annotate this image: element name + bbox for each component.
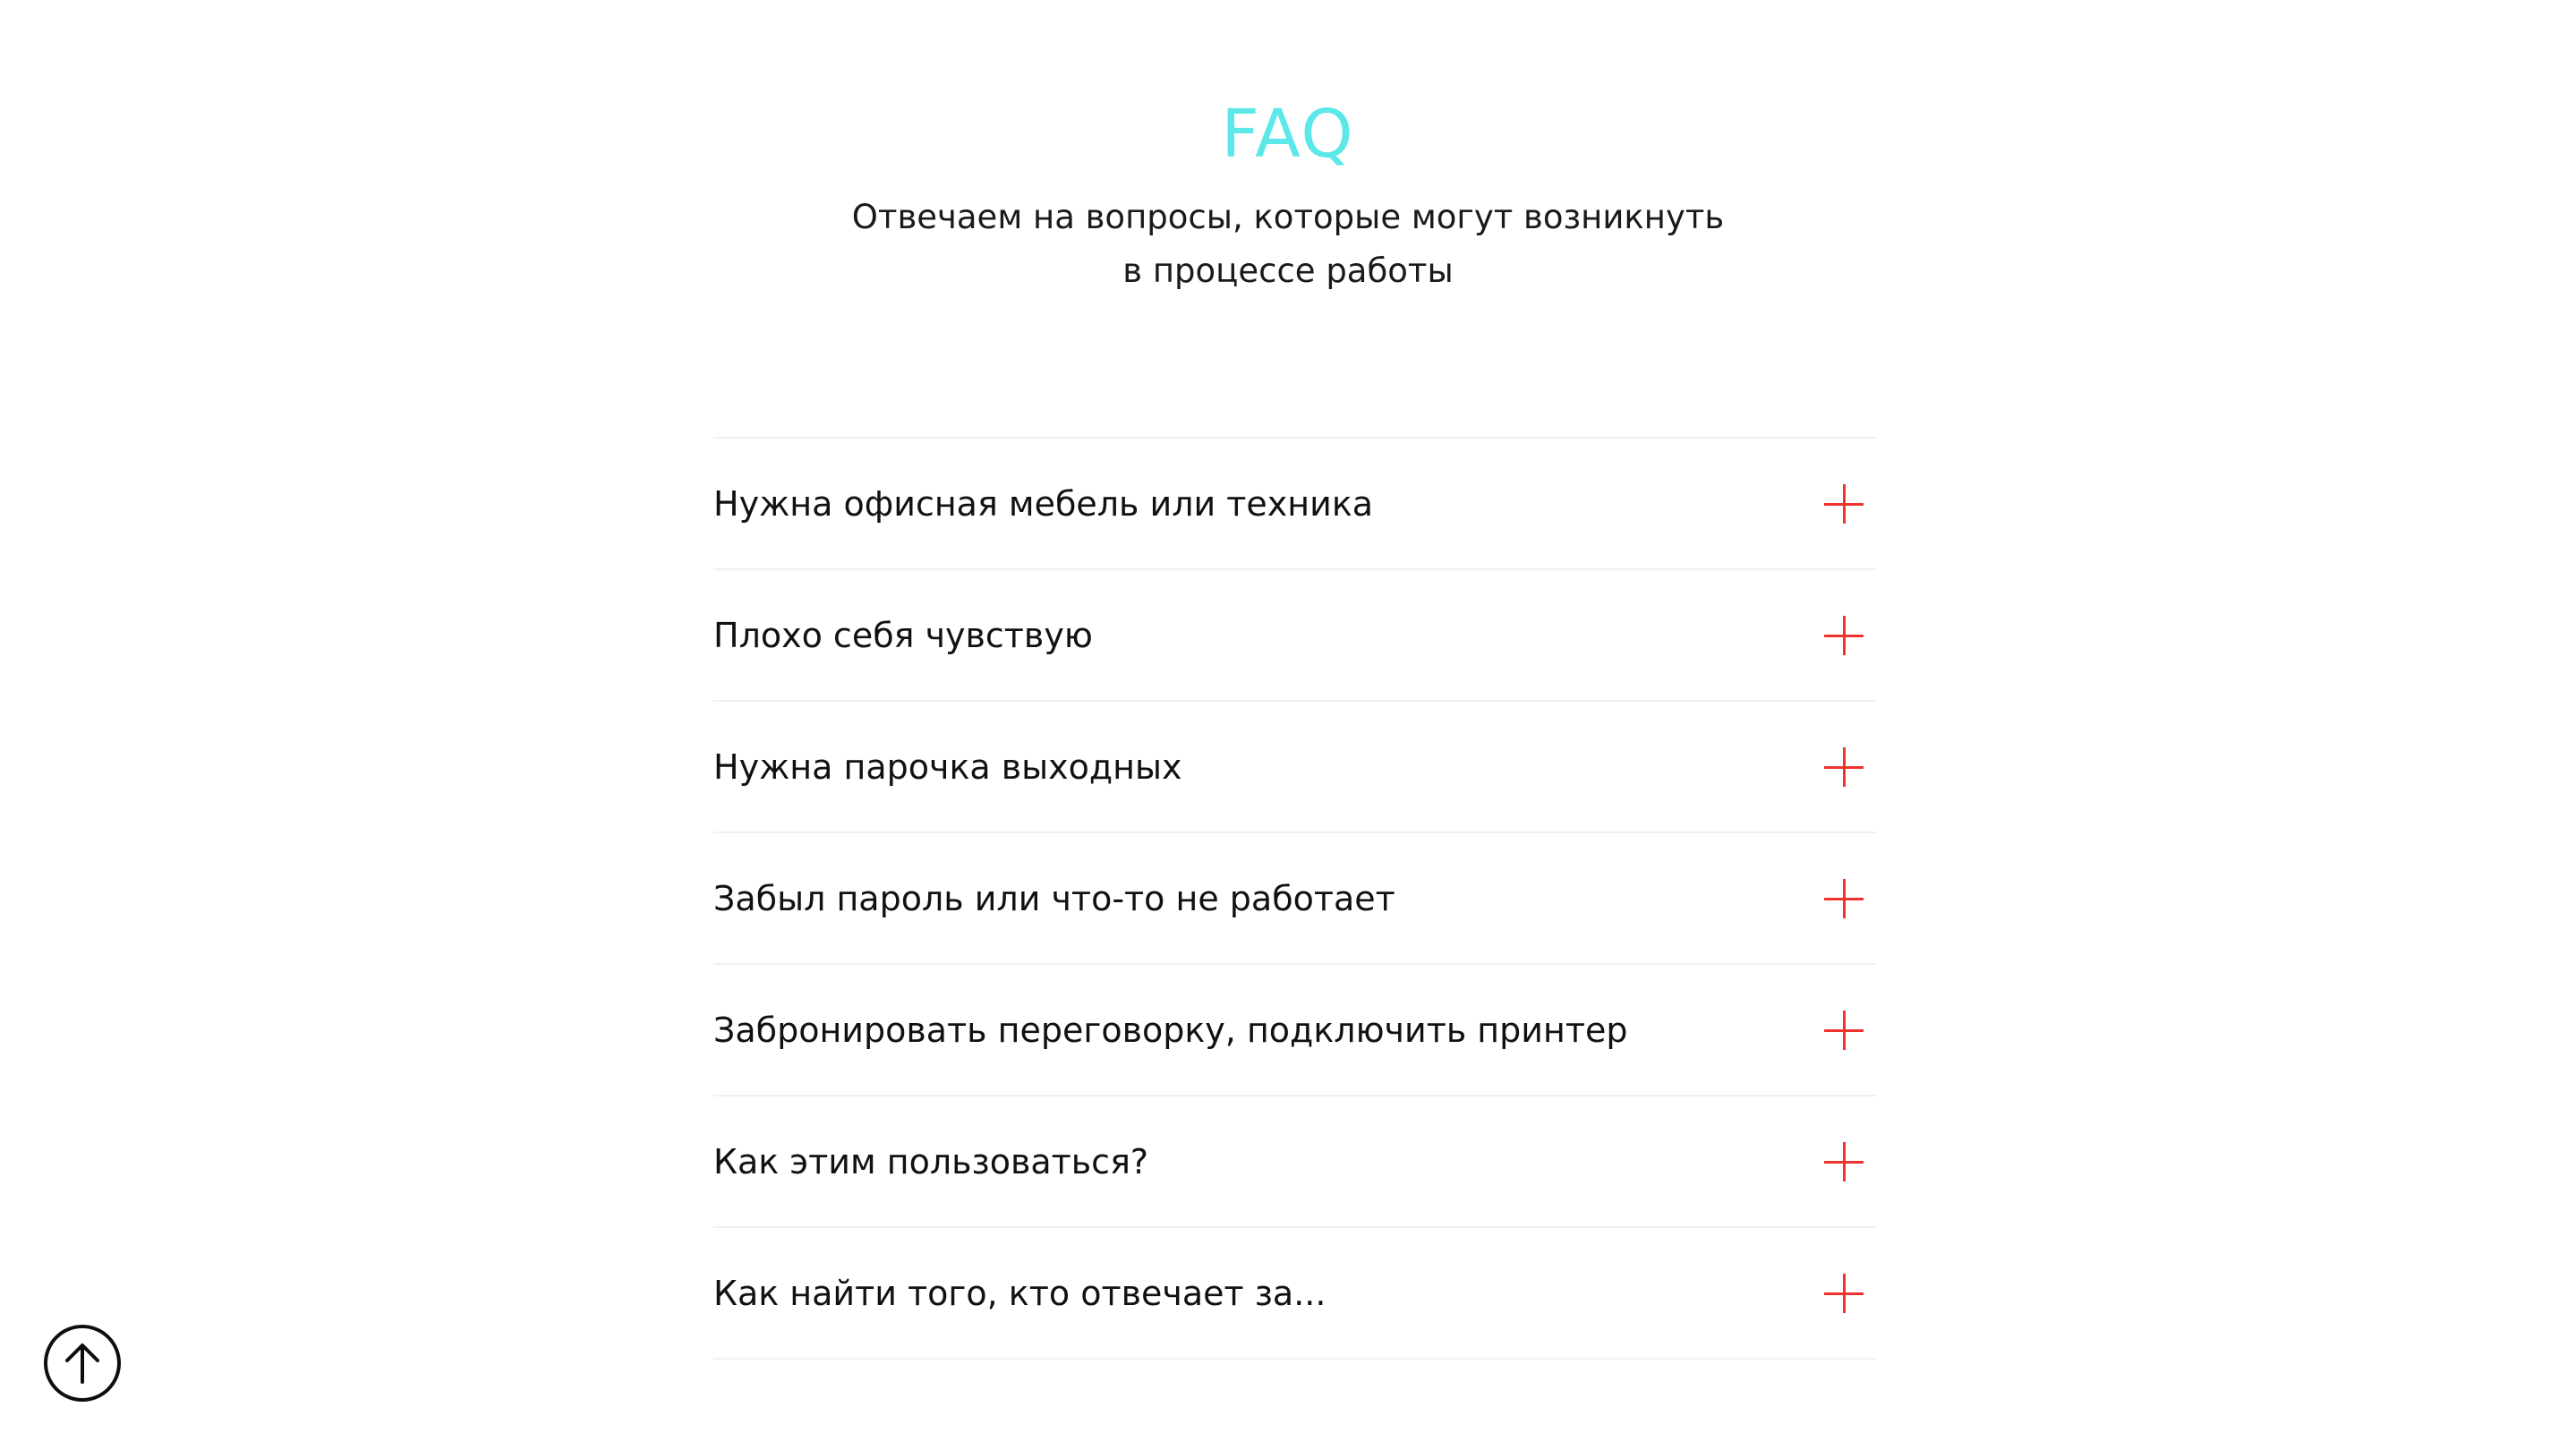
faq-item-find-responsible[interactable]: [713, 1228, 1876, 1360]
plus-icon[interactable]: [1824, 879, 1864, 918]
faq-question: Забронировать переговорку, подключить принтер: [713, 1010, 1628, 1050]
plus-icon[interactable]: [1824, 484, 1864, 524]
plus-icon[interactable]: [1824, 1142, 1864, 1181]
faq-question: Как найти того, кто отвечает за...: [713, 1273, 1326, 1313]
faq-question: Забыл пароль или что-то не работает: [713, 878, 1395, 918]
faq-item-book-room[interactable]: [713, 965, 1876, 1096]
faq-question: Плохо себя чувствую: [713, 615, 1093, 655]
arrow-up-icon: [63, 1342, 102, 1385]
faq-item-forgot-password[interactable]: [713, 833, 1876, 965]
faq-item-feeling-unwell[interactable]: [713, 570, 1876, 702]
faq-question: Нужна офисная мебель или техника: [713, 483, 1374, 524]
plus-icon[interactable]: [1824, 747, 1864, 787]
plus-icon[interactable]: [1824, 616, 1864, 655]
faq-subtitle-line-2: в процессе работы: [1122, 252, 1454, 290]
faq-question: Как этим пользоваться?: [713, 1141, 1149, 1181]
faq-item-days-off[interactable]: [713, 702, 1876, 833]
plus-icon[interactable]: [1824, 1274, 1864, 1313]
faq-question: Нужна парочка выходных: [713, 746, 1182, 787]
faq-list: [713, 437, 1876, 1360]
faq-title: FAQ: [1221, 95, 1355, 173]
faq-subtitle: [0, 191, 2576, 298]
faq-item-how-to-use[interactable]: [713, 1096, 1876, 1228]
faq-subtitle-line-1: Отвечаем на вопросы, которые могут возникнуть: [851, 198, 1725, 236]
scroll-to-top-button[interactable]: [44, 1325, 121, 1402]
plus-icon[interactable]: [1824, 1011, 1864, 1050]
faq-item-office-furniture[interactable]: [713, 439, 1876, 570]
